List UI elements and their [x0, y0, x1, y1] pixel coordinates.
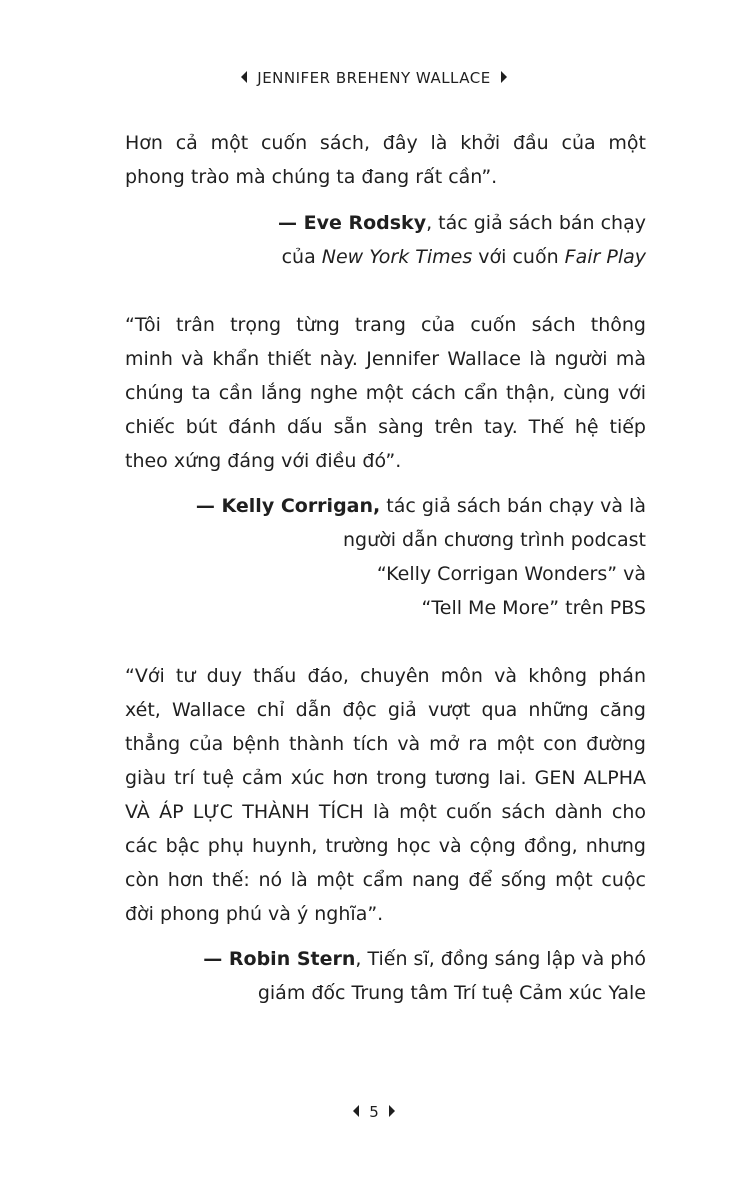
- triangle-right-icon: [501, 71, 507, 83]
- attribution-text: , Tiến sĩ, đồng sáng lập và phó: [355, 948, 646, 970]
- triangle-left-icon: [353, 1105, 359, 1117]
- attribution-line: [125, 206, 646, 240]
- attribution-name: Robin Stern: [228, 948, 356, 970]
- attribution-text: của: [281, 246, 322, 268]
- quote-line: còn hơn thế: nó là một cẩm nang để sống một cuộc: [125, 869, 646, 891]
- attribution-1: [125, 206, 646, 274]
- quote-block-2: [125, 308, 646, 478]
- quote-line: giàu trí tuệ cảm xúc hơn trong tương lai. GEN ALPHA: [125, 767, 646, 789]
- attribution-line: giám đốc Trung tâm Trí tuệ Cảm xúc Yale: [257, 982, 646, 1004]
- attribution-text: với cuốn: [472, 246, 565, 268]
- header-author: JENNIFER BREHENY WALLACE: [257, 69, 491, 87]
- quote-line: chúng ta cần lắng nghe một cách cẩn thận, cùng với: [125, 382, 646, 404]
- attribution-2: [125, 489, 646, 625]
- triangle-right-icon: [389, 1105, 395, 1117]
- quote-line: phong trào mà chúng ta đang rất cần”.: [125, 166, 498, 188]
- quote-line: xét, Wallace chỉ dẫn độc giả vượt qua những căng: [125, 699, 646, 721]
- publication-title: New York Times: [321, 246, 473, 268]
- quote-line: chiếc bút đánh dấu sẵn sàng trên tay. Thế hệ tiếp: [125, 416, 646, 438]
- quote-text-1: [125, 126, 646, 194]
- attribution-dash: —: [195, 495, 222, 517]
- running-header: [0, 66, 748, 90]
- attribution-dash: —: [203, 948, 229, 970]
- attribution-line: [125, 489, 646, 523]
- quote-line: minh và khẩn thiết này. Jennifer Wallace là người mà: [125, 348, 646, 370]
- quote-line: VÀ ÁP LỰC THÀNH TÍCH là một cuốn sách dành cho: [125, 801, 646, 823]
- attribution-name: Eve Rodsky: [303, 212, 427, 234]
- quote-line: “Với tư duy thấu đáo, chuyên môn và không phán: [125, 665, 646, 687]
- page-footer: [0, 1100, 748, 1124]
- book-title: Fair Play: [564, 246, 646, 268]
- quote-line: “Tôi trân trọng từng trang của cuốn sách thông: [125, 314, 646, 336]
- triangle-left-icon: [241, 71, 247, 83]
- attribution-name: Kelly Corrigan,: [221, 495, 381, 517]
- attribution-line: người dẫn chương trình podcast: [342, 529, 646, 551]
- quote-block-3: [125, 659, 646, 931]
- quote-line: đời phong phú và ý nghĩa”.: [125, 903, 384, 925]
- quote-line: thẳng của bệnh thành tích và mở ra một con đường: [125, 733, 646, 755]
- attribution-line: [125, 942, 646, 976]
- quote-line: theo xứng đáng với điều đó”.: [125, 450, 402, 472]
- page-number: 5: [369, 1103, 379, 1121]
- quote-line: các bậc phụ huynh, trường học và cộng đồng, nhưng: [125, 835, 646, 857]
- quote-text-3: [125, 659, 646, 931]
- attribution-dash: —: [277, 212, 304, 234]
- attribution-text: , tác giả sách bán chạy: [426, 212, 646, 234]
- quote-text-2: [125, 308, 646, 478]
- quote-line: Hơn cả một cuốn sách, đây là khởi đầu của một: [125, 132, 646, 154]
- attribution-line: “Kelly Corrigan Wonders” và: [376, 563, 646, 585]
- attribution-3: [125, 942, 646, 1010]
- attribution-line: “Tell Me More” trên PBS: [421, 597, 646, 619]
- attribution-line: [125, 240, 646, 274]
- attribution-text: tác giả sách bán chạy và là: [380, 495, 646, 517]
- quote-block-1: [125, 126, 646, 194]
